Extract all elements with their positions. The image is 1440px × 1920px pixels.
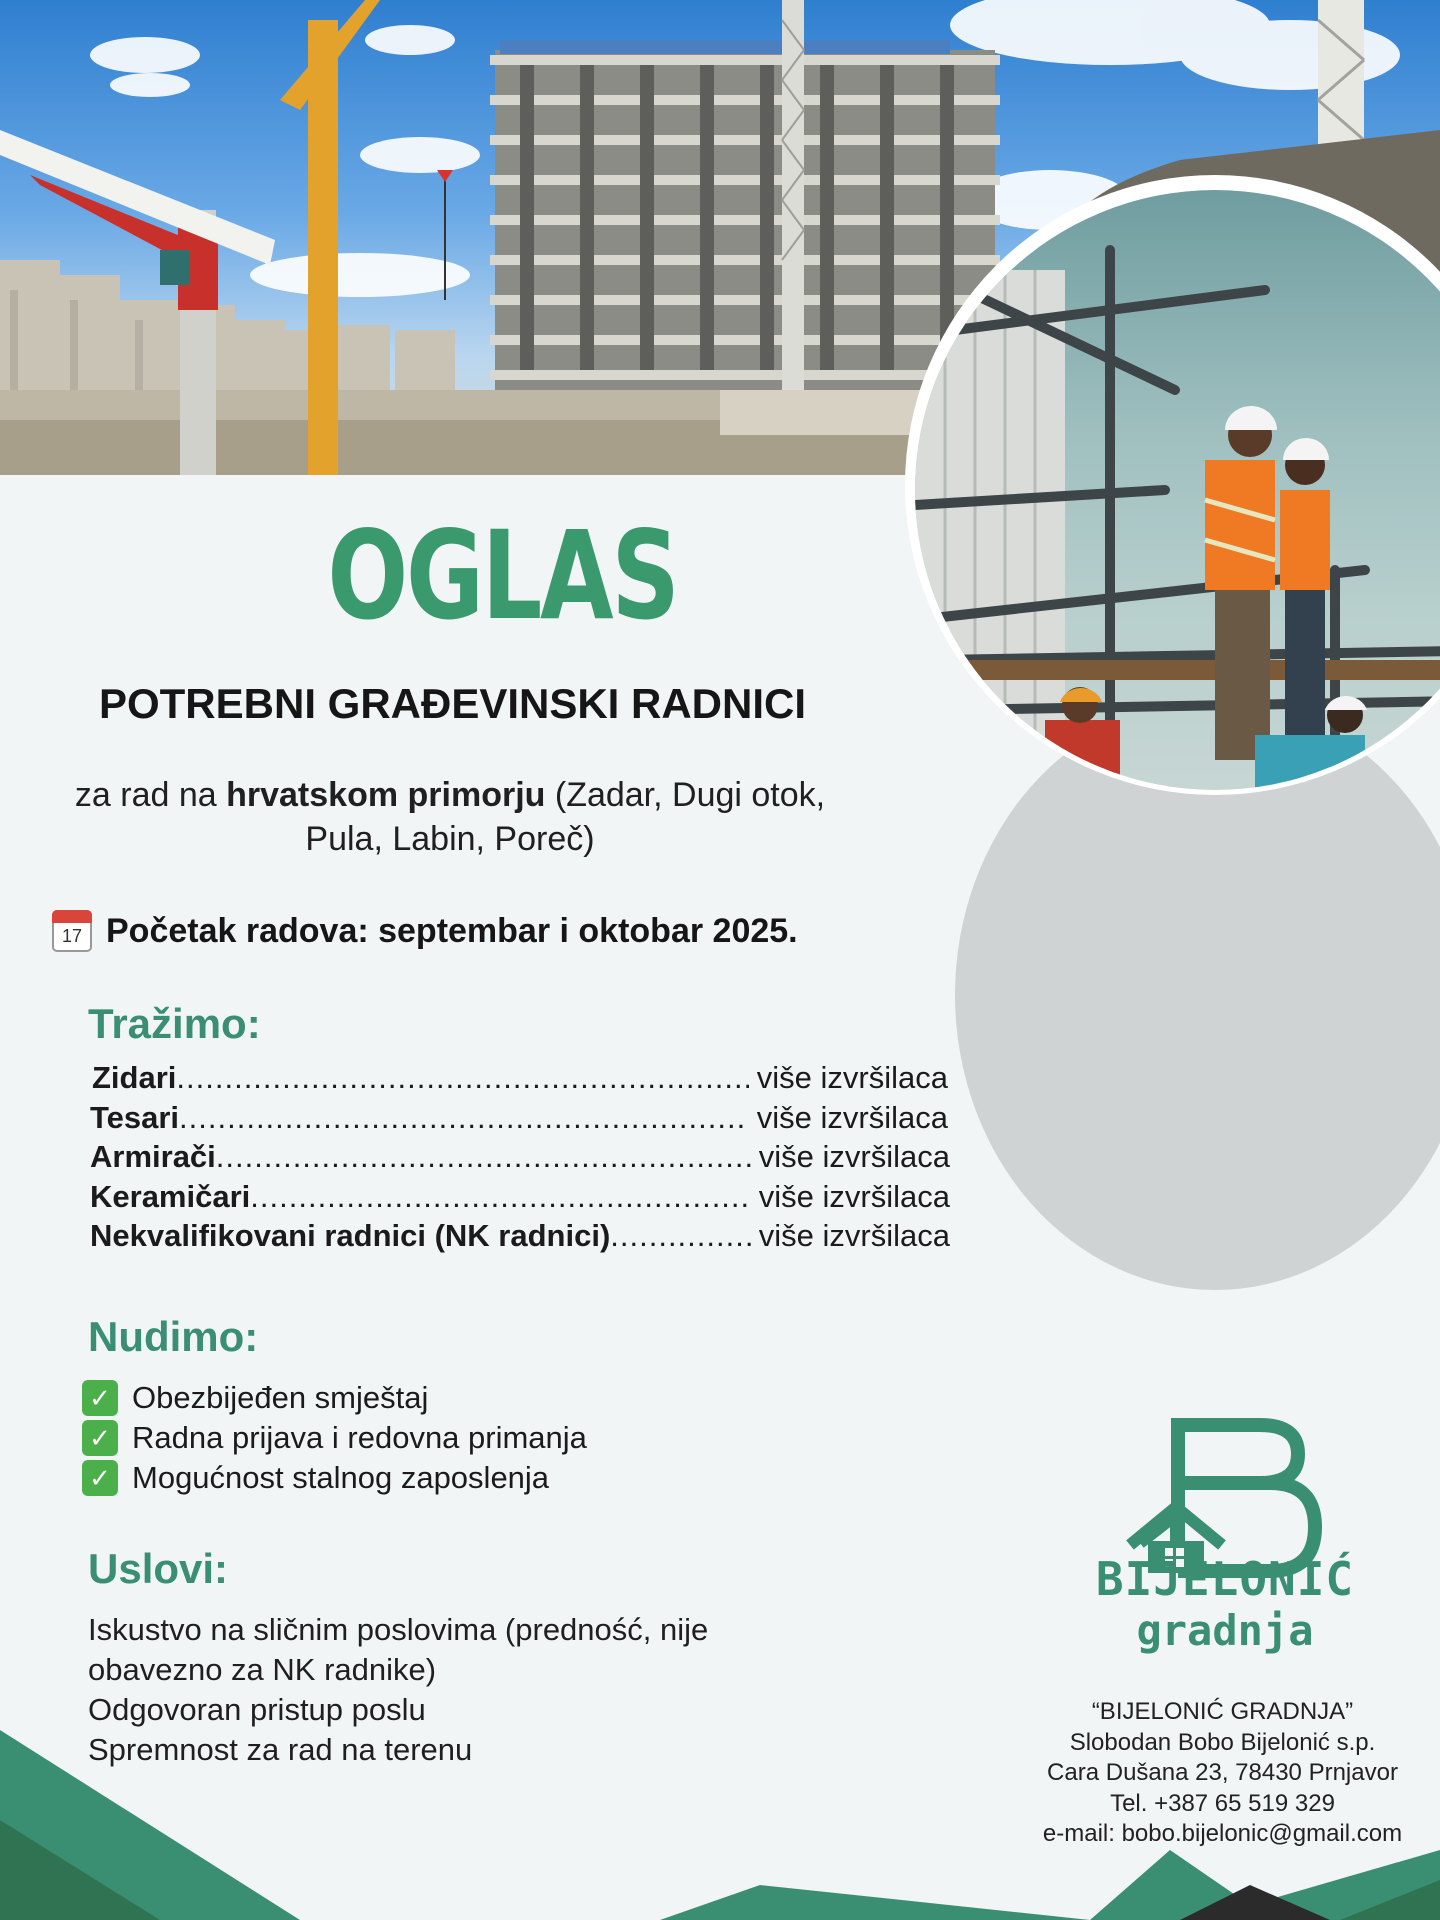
job-count: više izvršilaca <box>758 1218 950 1253</box>
condition-line: Odgovoran pristup poslu <box>88 1692 426 1727</box>
contact-company: “BIJELONIĆ GRADNJA” <box>1091 1698 1354 1725</box>
condition-line: Iskustvo na sličnim poslovima (predność, nije <box>88 1612 709 1647</box>
conditions-title: Uslovi: <box>88 1545 229 1592</box>
offer-item <box>82 1378 587 1418</box>
job-name: Tesari <box>90 1099 180 1135</box>
offer-text: Obezbijeđen smještaj <box>132 1380 429 1415</box>
leader-dots <box>216 1137 751 1177</box>
leader-dots <box>179 1098 749 1138</box>
offer-title: Nudimo: <box>88 1313 259 1360</box>
job-row <box>90 1216 950 1256</box>
location-prefix: za rad na <box>74 776 227 814</box>
offer-text: Mogućnost stalnog zaposlenja <box>132 1460 550 1495</box>
leader-dots <box>250 1177 751 1217</box>
job-list <box>92 1058 952 1256</box>
headline: OGLAS <box>327 505 678 647</box>
job-name: Armirači <box>90 1139 216 1174</box>
calendar-icon <box>52 910 92 952</box>
condition-line: Spremnost za rad na terenu <box>88 1732 473 1767</box>
check-mark-icon: ✓ <box>82 1380 118 1416</box>
calendar-day: 17 <box>61 926 83 946</box>
location-cities-line2: Pula, Labin, Poreč) <box>305 820 595 858</box>
offer-list <box>82 1378 587 1498</box>
job-count: više izvršilaca <box>758 1139 950 1174</box>
job-name: Keramičari <box>90 1178 251 1214</box>
offer-item <box>82 1458 587 1498</box>
scaffolding-workers-photo <box>915 190 1440 790</box>
contact-owner: Slobodan Bobo Bijelonić s.p. <box>1069 1728 1376 1756</box>
location-region: hrvatskom primorju <box>226 776 546 814</box>
offer-item <box>82 1418 587 1458</box>
job-name: Nekvalifikovani radnici (NK radnici) <box>90 1218 611 1253</box>
start-date-text: Početak radova: septembar i oktobar 2025. <box>106 911 798 950</box>
contact-email: e-mail: bobo.bijelonic@gmail.com <box>1042 1820 1403 1847</box>
condition-line: obavezno za NK radnike) <box>88 1652 437 1687</box>
job-count: više izvršilaca <box>756 1060 948 1095</box>
check-mark-icon: ✓ <box>82 1420 118 1456</box>
job-count: više izvršilaca <box>756 1099 948 1135</box>
subtitle: POTREBNI GRAĐEVINSKI RADNICI <box>98 680 807 727</box>
leader-dots <box>176 1058 748 1098</box>
logo-company-name: BIJELONIĆ <box>1095 1552 1355 1606</box>
contact-phone: Tel. +387 65 519 329 <box>1110 1789 1335 1817</box>
leader-dots <box>610 1216 751 1256</box>
seeking-title: Tražimo: <box>88 1000 261 1047</box>
logo-tagline: gradnja <box>1136 1606 1314 1655</box>
location-cities-line1: (Zadar, Dugi otok, <box>545 776 826 814</box>
check-mark-icon: ✓ <box>82 1460 118 1496</box>
job-row <box>90 1137 950 1177</box>
job-name: Zidari <box>92 1060 177 1095</box>
job-count: više izvršilaca <box>758 1178 950 1214</box>
work-location <box>20 773 880 861</box>
start-date <box>52 910 902 952</box>
job-row <box>92 1058 948 1098</box>
contact-address: Cara Dušana 23, 78430 Prnjavor <box>1047 1759 1398 1786</box>
job-row <box>90 1177 950 1217</box>
offer-text: Radna prijava i redovna primanja <box>132 1420 587 1455</box>
bottom-decoration <box>0 1700 1440 1920</box>
job-row <box>90 1098 948 1138</box>
